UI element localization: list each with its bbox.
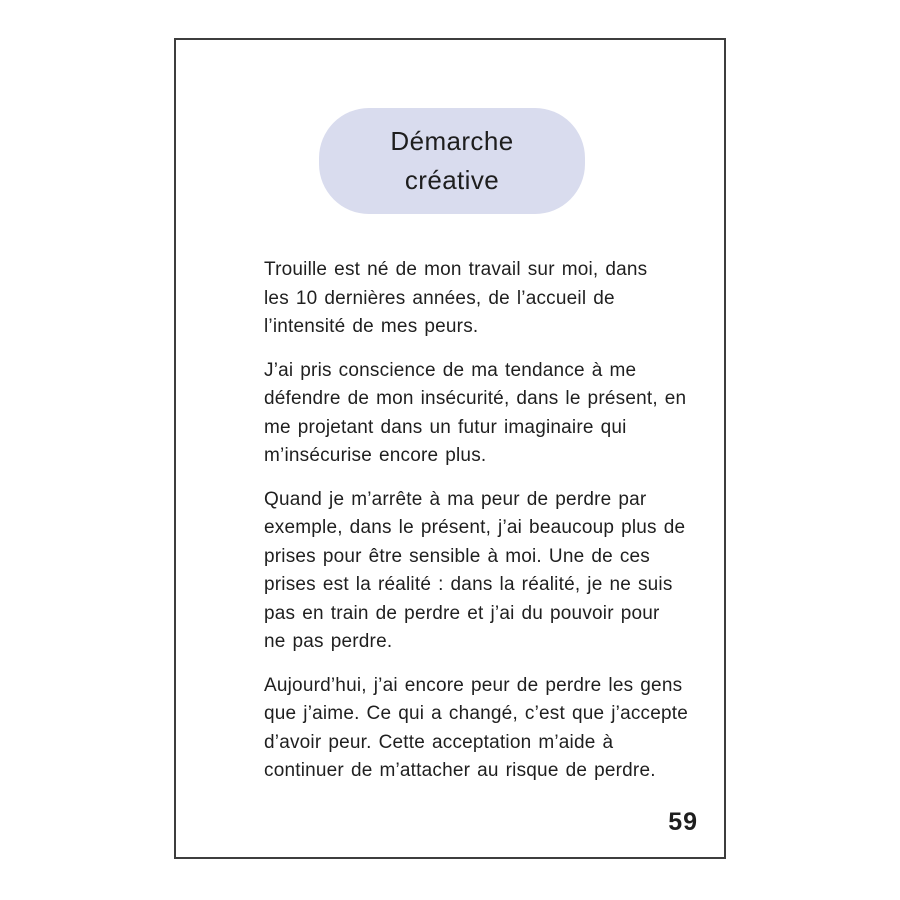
text-line: pas en train de perdre et j’ai du pouvoir pour xyxy=(264,602,660,624)
text-line: ne pas perdre. xyxy=(264,631,393,652)
text-line: Trouille est né de mon travail sur moi, dans xyxy=(264,259,648,280)
chapter-title-badge xyxy=(319,108,585,214)
text-line: J’ai pris conscience de ma tendance à me xyxy=(264,359,637,381)
text-line: défendre de mon insécurité, dans le présent, en xyxy=(264,388,687,409)
text-line: que j’aime. Ce qui a changé, c’est que j’accepte xyxy=(264,703,689,724)
paragraph-2 xyxy=(264,357,687,471)
chapter-title-line-2: créative xyxy=(404,165,500,195)
text-line: les 10 dernières années, de l’accueil de xyxy=(264,287,615,309)
text-line: continuer de m’attacher au risque de perdre. xyxy=(264,760,656,781)
paragraph-4 xyxy=(264,672,689,786)
text-line: l’intensité de mes peurs. xyxy=(264,316,479,337)
body-text xyxy=(264,256,689,801)
text-line: d’avoir peur. Cette acceptation m’aide à xyxy=(264,731,614,753)
paragraph-1 xyxy=(264,256,674,342)
text-line: m’insécurise encore plus. xyxy=(264,445,487,466)
text-line: exemple, dans le présent, j’ai beaucoup plus de xyxy=(264,517,686,538)
text-line: prises est la réalité : dans la réalité, je ne suis xyxy=(264,574,673,595)
text-line: Quand je m’arrête à ma peur de perdre par xyxy=(264,488,647,510)
text-line: Aujourd’hui, j’ai encore peur de perdre les gens xyxy=(264,674,683,696)
paragraph-3 xyxy=(264,486,686,657)
book-page xyxy=(174,38,726,859)
text-line: prises pour être sensible à moi. Une de ces xyxy=(264,545,651,567)
text-line: me projetant dans un futur imaginaire qui xyxy=(264,416,627,438)
chapter-title-line-1: Démarche xyxy=(390,126,514,156)
page-number: 59 xyxy=(668,808,698,836)
